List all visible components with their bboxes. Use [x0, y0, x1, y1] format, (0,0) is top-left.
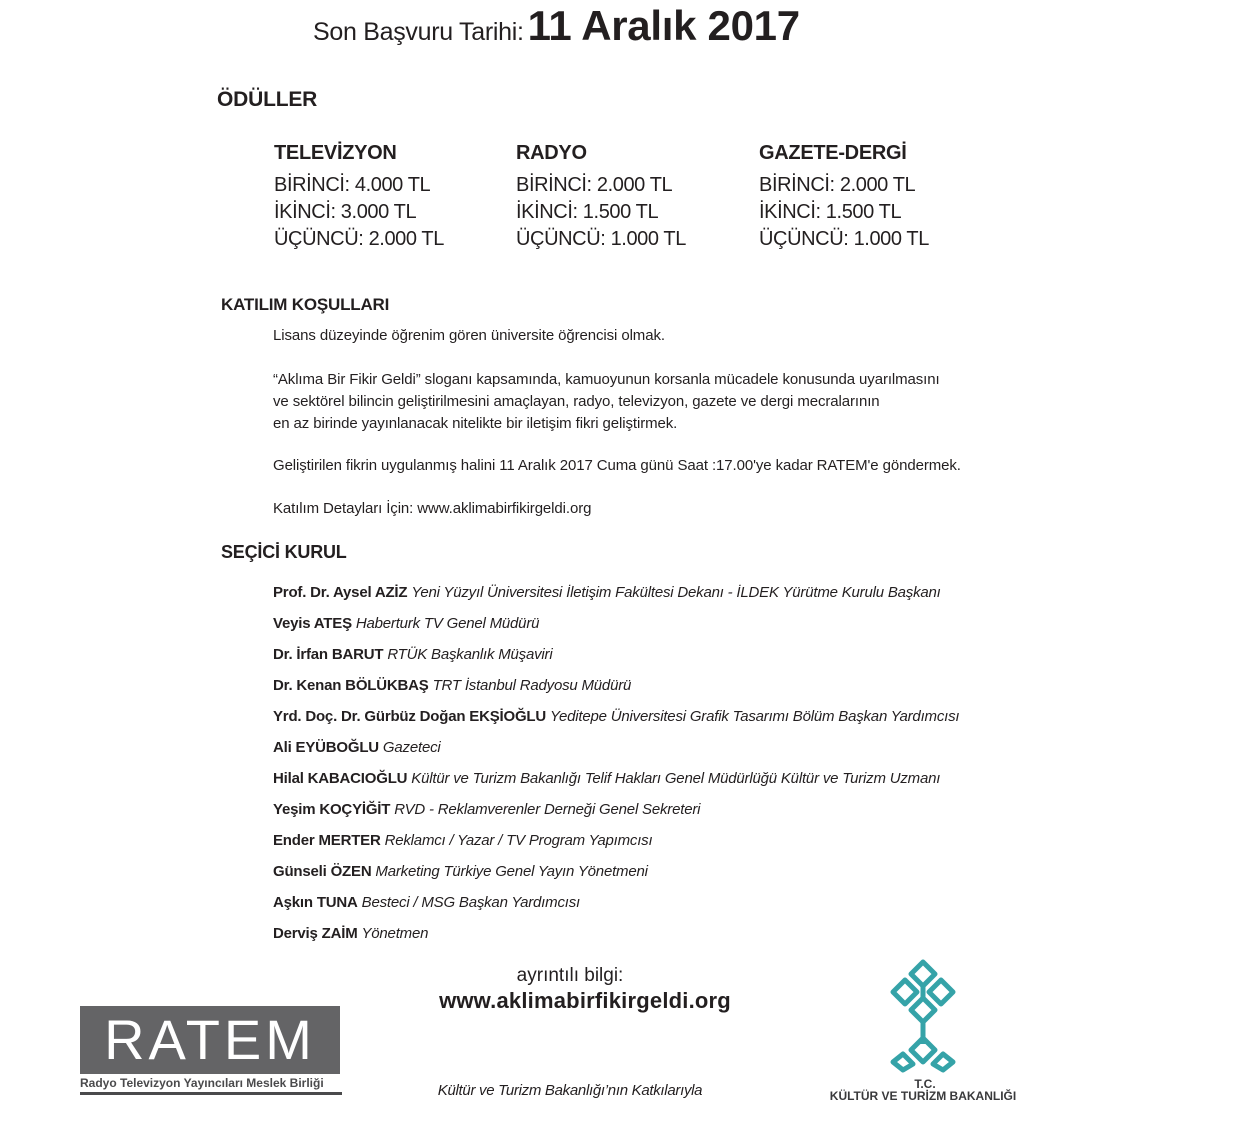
jury-member-role: TRT İstanbul Radyosu Müdürü: [432, 677, 632, 694]
info-url-link[interactable]: www.aklimabirfikirgeldi.org: [439, 988, 731, 1013]
jury-member-name: Yeşim KOÇYİĞİT: [273, 801, 391, 818]
jury-member-role: Yönetmen: [361, 925, 429, 942]
award-prize: ÜÇÜNCÜ: 1.000 TL: [759, 228, 929, 250]
jury-member: [273, 701, 1123, 732]
ministry-name: KÜLTÜR VE TURİZM BAKANLIĞI: [829, 1089, 1017, 1103]
jury-member-role: RVD - Reklamverenler Derneği Genel Sekreteri: [394, 801, 701, 818]
award-category-name: RADYO: [516, 142, 587, 164]
jury-member: [273, 577, 1123, 608]
ministry-logo-icon: [883, 958, 963, 1073]
jury-member: [273, 608, 1123, 639]
award-category-name: TELEVİZYON: [274, 142, 397, 164]
jury-list: [273, 577, 1123, 949]
jury-member: [273, 794, 1123, 825]
condition-line: ve sektörel bilincin geliştirilmesini amaçlayan, radyo, televizyon, gazete ve dergi mecralarının: [273, 393, 880, 410]
award-prize: İKİNCİ: 1.500 TL: [759, 201, 902, 223]
award-category-radio: [516, 142, 746, 253]
jury-member: [273, 918, 1123, 949]
ratem-subtitle: Radyo Televizyon Yayıncıları Meslek Birliği: [80, 1076, 342, 1095]
award-category-tv: [274, 142, 504, 253]
participation-details: Katılım Detayları İçin: www.aklimabirfikirgeldi.org: [273, 500, 592, 517]
jury-member-role: RTÜK Başkanlık Müşaviri: [387, 646, 553, 663]
award-prize: BİRİNCİ: 2.000 TL: [516, 174, 673, 196]
award-prize: ÜÇÜNCÜ: 1.000 TL: [516, 228, 686, 250]
condition-line: en az birinde yayınlanacak nitelikte bir iletişim fikri geliştirmek.: [273, 415, 678, 432]
jury-member-role: Gazeteci: [382, 739, 441, 756]
award-prize: BİRİNCİ: 2.000 TL: [759, 174, 916, 196]
conditions-title: KATILIM KOŞULLARI: [221, 295, 390, 314]
info-label: ayrıntılı bilgi:: [516, 965, 624, 986]
jury-member-role: Haberturk TV Genel Müdürü: [355, 615, 540, 632]
jury-member-role: Besteci / MSG Başkan Yardımcısı: [361, 894, 580, 911]
jury-member-name: Prof. Dr. Aysel AZİZ: [273, 584, 408, 601]
ministry-tc: T.C.: [914, 1077, 936, 1091]
jury-title: SEÇİCİ KURUL: [221, 542, 347, 562]
jury-member-name: Ender MERTER: [273, 832, 381, 849]
ratem-logo-text: RATEM: [104, 1008, 316, 1071]
jury-member-role: Reklamcı / Yazar / TV Program Yapımcısı: [384, 832, 653, 849]
jury-member-role: Marketing Türkiye Genel Yayın Yönetmeni: [375, 863, 648, 880]
jury-member: [273, 732, 1123, 763]
deadline-label: Son Başvuru Tarihi:: [313, 18, 524, 46]
condition-paragraph: Lisans düzeyinde öğrenim gören üniversite öğrencisi olmak.: [273, 327, 665, 344]
awards-title: ÖDÜLLER: [217, 88, 318, 111]
jury-member-name: Dr. Kenan BÖLÜKBAŞ: [273, 677, 429, 694]
jury-member: [273, 763, 1123, 794]
jury-member-role: Yeni Yüzyıl Üniversitesi İletişim Fakültesi Dekanı - İLDEK Yürütme Kurulu Başkanı: [411, 584, 941, 601]
award-prize: ÜÇÜNCÜ: 2.000 TL: [274, 228, 444, 250]
jury-member-name: Günseli ÖZEN: [273, 863, 372, 880]
jury-member-name: Ali EYÜBOĞLU: [273, 739, 379, 756]
jury-member: [273, 639, 1123, 670]
jury-member: [273, 856, 1123, 887]
jury-member-role: Kültür ve Turizm Bakanlığı Telif Hakları Genel Müdürlüğü Kültür ve Turizm Uzmanı: [411, 770, 941, 787]
jury-member-name: Derviş ZAİM: [273, 925, 358, 942]
condition-paragraph: Geliştirilen fikrin uygulanmış halini 11 Aralık 2017 Cuma günü Saat :17.00'ye kadar RATEM'e göndermek.: [273, 457, 961, 474]
jury-member: [273, 825, 1123, 856]
condition-paragraph: [273, 369, 1033, 435]
award-category-name: GAZETE-DERGİ: [759, 142, 907, 164]
support-text: Kültür ve Turizm Bakanlığı’nın Katkılarıyla: [437, 1082, 703, 1099]
jury-member-name: Veyis ATEŞ: [273, 615, 352, 632]
jury-member-name: Hilal KABACIOĞLU: [273, 770, 408, 787]
jury-member: [273, 670, 1123, 701]
condition-line: “Aklıma Bir Fikir Geldi” sloganı kapsamında, kamuoyunun korsanla mücadele konusunda uyarılmasını: [273, 371, 940, 388]
award-prize: İKİNCİ: 3.000 TL: [274, 201, 417, 223]
deadline-date: 11 Aralık 2017: [527, 2, 800, 49]
jury-member-role: Yeditepe Üniversitesi Grafik Tasarımı Bölüm Başkan Yardımcısı: [550, 708, 960, 725]
jury-member: [273, 887, 1123, 918]
jury-member-name: Yrd. Doç. Dr. Gürbüz Doğan EKŞİOĞLU: [273, 708, 547, 725]
award-prize: İKİNCİ: 1.500 TL: [516, 201, 659, 223]
deadline: [313, 2, 800, 54]
jury-member-name: Dr. İrfan BARUT: [273, 646, 384, 663]
jury-member-name: Aşkın TUNA: [273, 894, 358, 911]
award-prize: BİRİNCİ: 4.000 TL: [274, 174, 431, 196]
award-category-press: [759, 142, 989, 253]
